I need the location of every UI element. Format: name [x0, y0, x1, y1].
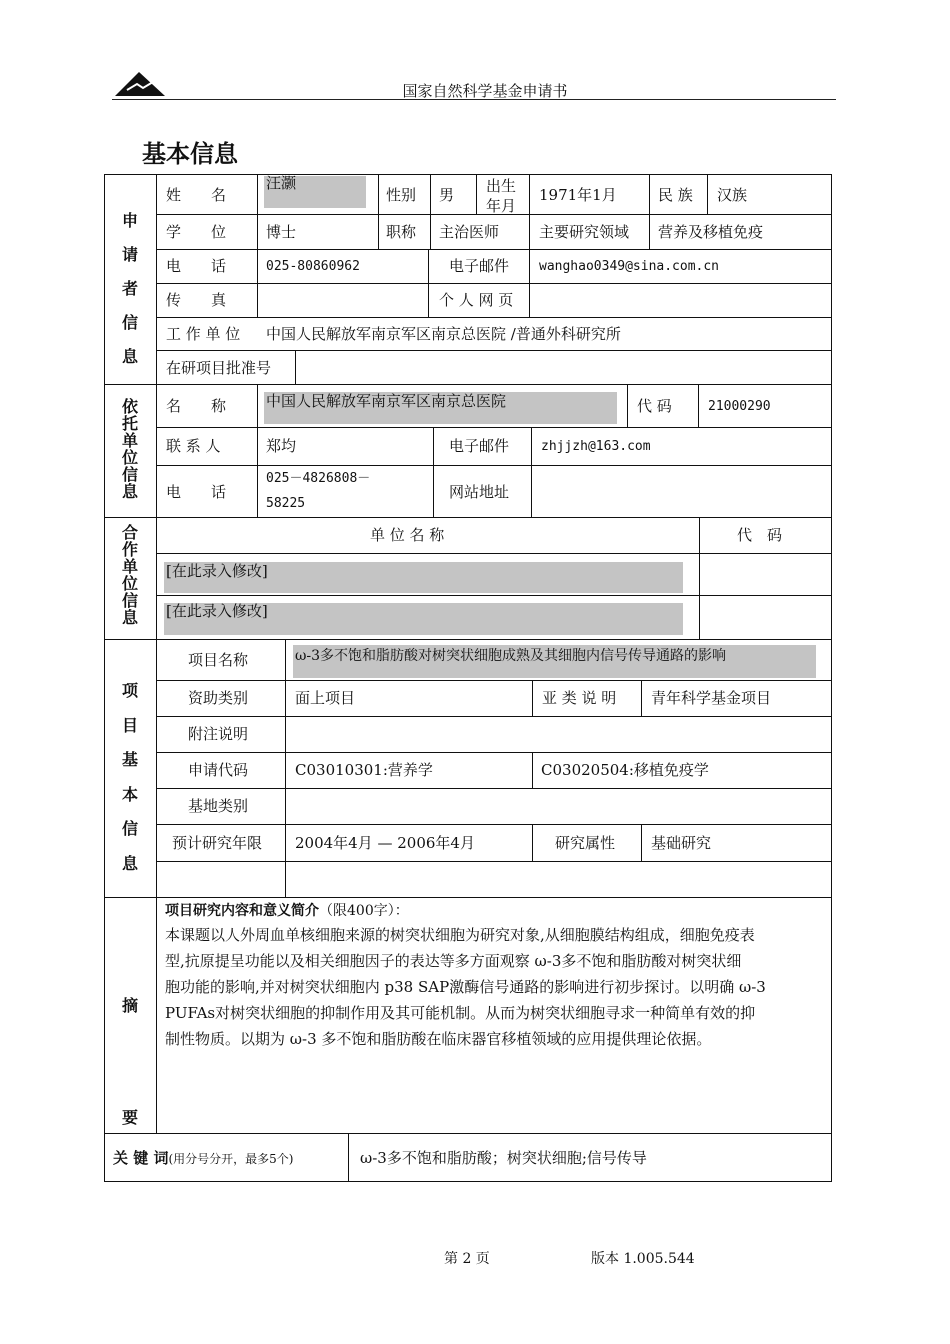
website-label: 网站地址 — [449, 483, 510, 501]
applicant-group-label — [118, 204, 142, 374]
period-label: 预计研究年限 — [172, 834, 263, 852]
code1-value[interactable]: C03010301:营养学 — [295, 761, 433, 779]
partner-row-1[interactable]: [在此录入修改] — [166, 562, 268, 580]
partner-col-code: 代 码 — [737, 526, 783, 544]
keywords-value[interactable]: ω-3多不饱和脂肪酸；树突状细胞;信号传导 — [360, 1149, 647, 1167]
field-label: 主要研究领域 — [539, 223, 630, 241]
degree-label: 学 位 — [166, 223, 227, 241]
abstract-line: 本课题以人外周血单核细胞来源的树突状细胞为研究对象,从细胞膜结构组成，细胞免疫表 — [165, 926, 755, 944]
abstract-line: 制性物质。以期为 ω-3 多不饱和脂肪酸在临床器官移植领域的应用提供理论依据。 — [165, 1030, 712, 1048]
applicant-group-text: 申请者信息 — [121, 211, 138, 366]
keywords-label: 关 键 词 — [113, 1149, 169, 1167]
header-title: 国家自然科学基金申请书 — [402, 82, 568, 100]
project-name-label: 项目名称 — [188, 651, 249, 669]
section-title: 基本信息 — [142, 140, 238, 168]
host-phone-line2[interactable]: 58225 — [266, 496, 306, 511]
abstract-heading-note: （限400字）： — [319, 903, 409, 919]
abstract-line: 胞功能的影响,并对树突状细胞内 p38 SAP激酶信号通路的影响进行初步探讨。以明确 ω-3 — [165, 978, 766, 996]
host-group-label — [118, 398, 142, 500]
abstract-line: PUFAs对树突状细胞的抑制作用及其可能机制。从而为树突状细胞寻求一种简单有效的抑 — [165, 1004, 756, 1022]
base-label: 基地类别 — [188, 797, 249, 815]
host-group-text: 依托单位信息 — [121, 397, 138, 501]
note-label: 附注说明 — [188, 725, 249, 743]
ethnic-value[interactable]: 汉族 — [717, 186, 748, 204]
gender-label: 性别 — [386, 186, 417, 204]
name-value[interactable]: 汪灏 — [266, 174, 297, 192]
abstract-body[interactable] — [165, 922, 825, 1052]
page-number: 第 2 页 — [444, 1251, 490, 1267]
project-name-value[interactable]: ω-3多不饱和脂肪酸对树突状细胞成熟及其细胞内信号传导通路的影响 — [295, 648, 727, 664]
title-label: 职称 — [386, 223, 417, 241]
abstract-heading-text: 项目研究内容和意义简介 — [165, 903, 319, 919]
partner-row-2[interactable]: [在此录入修改] — [166, 602, 268, 620]
header-rule — [112, 99, 836, 100]
ethnic-label: 民 族 — [658, 186, 693, 204]
email-label: 电子邮件 — [449, 257, 510, 275]
field-value[interactable]: 营养及移植免疫 — [658, 223, 764, 241]
host-code-value[interactable]: 21000290 — [708, 399, 771, 414]
workunit-value[interactable]: 中国人民解放军南京军区南京总医院 /普通外科研究所 — [266, 325, 621, 343]
keywords-label-cell — [113, 1148, 293, 1169]
name-label: 姓 名 — [166, 186, 227, 204]
code2-value[interactable]: C03020504:移植免疫学 — [541, 761, 709, 779]
phone-value[interactable]: 025-80860962 — [266, 259, 360, 274]
contact-label: 联 系 人 — [166, 437, 221, 455]
abstract-group-text: 摘要 — [121, 996, 138, 1127]
host-code-label: 代 码 — [637, 397, 672, 415]
period-value[interactable]: 2004年4月 — 2006年4月 — [295, 834, 475, 852]
phone-label: 电 话 — [166, 257, 227, 275]
gender-value[interactable]: 男 — [439, 186, 455, 204]
workunit-label: 工 作 单 位 — [166, 325, 241, 343]
version: 版本 1.005.544 — [591, 1251, 695, 1267]
attr-label: 研究属性 — [555, 834, 616, 852]
funding-label: 资助类别 — [188, 689, 249, 707]
abstract-group-label — [118, 950, 142, 1174]
homepage-label: 个 人 网 页 — [439, 291, 514, 309]
keywords-note: (用分号分开，最多5个) — [168, 1152, 294, 1166]
host-email-label: 电子邮件 — [449, 437, 510, 455]
host-email-value[interactable]: zhjjzh@163.com — [541, 439, 651, 454]
subclass-label: 亚 类 说 明 — [542, 689, 617, 707]
host-name-value[interactable]: 中国人民解放军南京军区南京总医院 — [266, 392, 507, 410]
host-phone-label: 电 话 — [166, 483, 227, 501]
abstract-line: 型,抗原提呈功能以及相关细胞因子的表达等多方面观察 ω-3多不饱和脂肪酸对树突状细 — [165, 952, 742, 970]
project-no-label: 在研项目批准号 — [166, 359, 272, 377]
partner-col-name: 单 位 名 称 — [370, 526, 445, 544]
contact-value[interactable]: 郑均 — [266, 437, 297, 455]
email-value[interactable]: wanghao0349@sina.com.cn — [539, 259, 720, 274]
fax-label: 传 真 — [166, 291, 227, 309]
subclass-value[interactable]: 青年科学基金项目 — [651, 689, 772, 707]
project-group-label — [118, 674, 142, 881]
code-label: 申请代码 — [188, 761, 249, 779]
partner-group-label — [118, 524, 142, 626]
partner-group-text: 合作单位信息 — [121, 523, 138, 627]
project-group-text: 项目基本信息 — [121, 681, 138, 873]
funding-value[interactable]: 面上项目 — [295, 689, 356, 707]
birth-label: 出生年月 — [486, 177, 517, 214]
host-phone-line1[interactable]: 025－4826808－ — [266, 471, 371, 486]
attr-value[interactable]: 基础研究 — [651, 834, 712, 852]
nsfc-logo — [113, 68, 169, 100]
host-name-label: 名 称 — [166, 397, 227, 415]
degree-value[interactable]: 博士 — [266, 223, 297, 241]
title-value[interactable]: 主治医师 — [439, 223, 500, 241]
birth-value[interactable]: 1971年1月 — [539, 186, 617, 204]
abstract-heading — [165, 900, 409, 921]
